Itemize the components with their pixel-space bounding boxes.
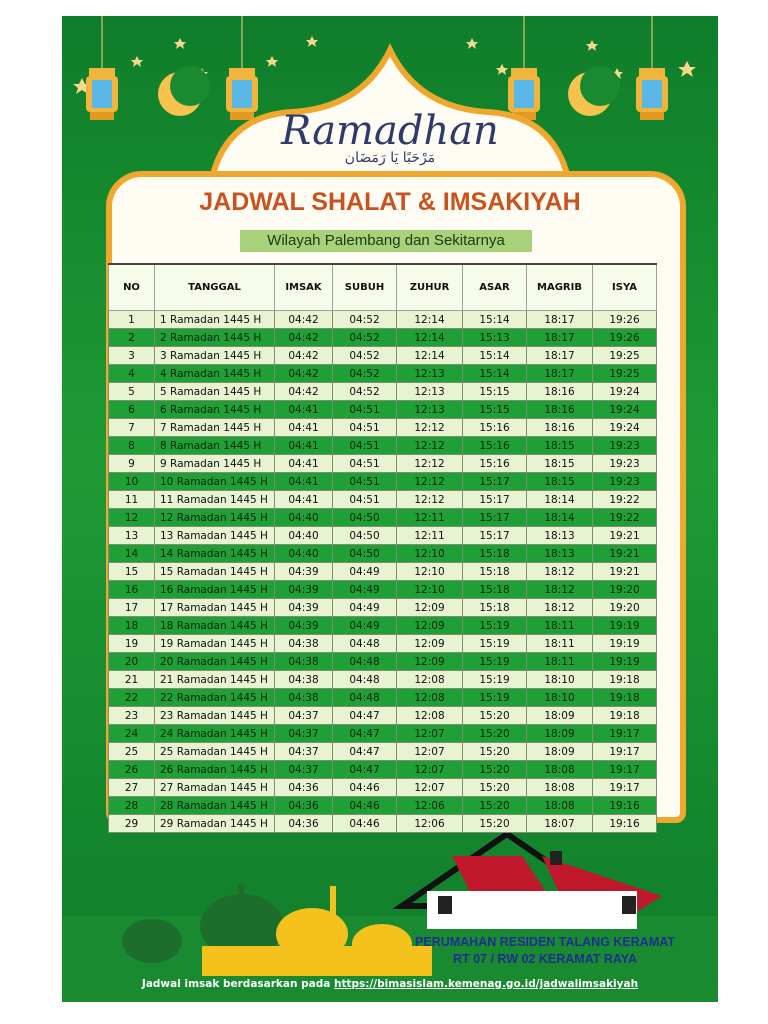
table-cell: 04:52 — [333, 311, 397, 329]
table-cell: 04:38 — [275, 671, 333, 689]
table-cell: 6 — [109, 401, 155, 419]
poster-background — [62, 16, 718, 1002]
source-link[interactable]: https://bimasislam.kemenag.go.id/jadwalimsakiyah — [333, 978, 639, 990]
table-cell: 12:06 — [397, 797, 463, 815]
table-cell: 25 — [109, 743, 155, 761]
table-cell: 12:08 — [397, 707, 463, 725]
table-cell: 04:41 — [275, 491, 333, 509]
table-cell: 28 Ramadan 1445 H — [155, 797, 275, 815]
table-cell: 18:11 — [527, 617, 593, 635]
table-cell: 04:47 — [333, 761, 397, 779]
table-row — [109, 779, 657, 797]
table-cell: 13 Ramadan 1445 H — [155, 527, 275, 545]
table-cell: 12:13 — [397, 401, 463, 419]
table-cell: 04:36 — [275, 815, 333, 833]
table-row — [109, 437, 657, 455]
table-cell: 11 Ramadan 1445 H — [155, 491, 275, 509]
table-cell: 8 — [109, 437, 155, 455]
table-cell: 19:20 — [593, 599, 657, 617]
table-cell: 19:23 — [593, 473, 657, 491]
table-cell: 18:17 — [527, 329, 593, 347]
table-cell: 04:36 — [275, 797, 333, 815]
table-cell: 15:14 — [463, 365, 527, 383]
table-cell: 04:37 — [275, 743, 333, 761]
table-cell: 18:08 — [527, 797, 593, 815]
table-row — [109, 689, 657, 707]
table-cell: 15:13 — [463, 329, 527, 347]
table-cell: 12:13 — [397, 383, 463, 401]
table-cell: 24 Ramadan 1445 H — [155, 725, 275, 743]
table-cell: 15:14 — [463, 347, 527, 365]
table-cell: 19:18 — [593, 671, 657, 689]
table-row — [109, 545, 657, 563]
table-cell: 15:19 — [463, 689, 527, 707]
table-cell: 04:51 — [333, 491, 397, 509]
table-cell: 18:08 — [527, 761, 593, 779]
table-cell: 15:16 — [463, 437, 527, 455]
table-cell: 04:41 — [275, 419, 333, 437]
table-cell: 15:19 — [463, 671, 527, 689]
table-cell: 1 — [109, 311, 155, 329]
ramadhan-logo — [62, 108, 718, 166]
table-cell: 04:49 — [333, 581, 397, 599]
table-row — [109, 761, 657, 779]
table-cell: 04:38 — [275, 635, 333, 653]
table-cell: 18:17 — [527, 311, 593, 329]
table-row — [109, 581, 657, 599]
table-cell: 18:09 — [527, 707, 593, 725]
table-row — [109, 491, 657, 509]
table-row — [109, 347, 657, 365]
table-cell: 12:12 — [397, 419, 463, 437]
table-cell: 19:24 — [593, 401, 657, 419]
table-cell: 19:26 — [593, 329, 657, 347]
table-cell: 04:42 — [275, 383, 333, 401]
table-cell: 18:11 — [527, 635, 593, 653]
table-row — [109, 329, 657, 347]
table-cell: 21 — [109, 671, 155, 689]
column-header: ASAR — [463, 264, 527, 311]
table-cell: 04:37 — [275, 761, 333, 779]
table-cell: 04:40 — [275, 527, 333, 545]
table-cell: 04:42 — [275, 347, 333, 365]
table-row — [109, 743, 657, 761]
table-cell: 04:46 — [333, 779, 397, 797]
table-cell: 12:12 — [397, 491, 463, 509]
table-cell: 19:25 — [593, 347, 657, 365]
table-cell: 18:09 — [527, 725, 593, 743]
table-cell: 04:36 — [275, 779, 333, 797]
table-cell: 24 — [109, 725, 155, 743]
table-cell: 13 — [109, 527, 155, 545]
table-cell: 14 Ramadan 1445 H — [155, 545, 275, 563]
table-cell: 04:39 — [275, 617, 333, 635]
table-cell: 15:15 — [463, 401, 527, 419]
table-body — [109, 311, 657, 833]
table-cell: 12:11 — [397, 527, 463, 545]
table-cell: 20 Ramadan 1445 H — [155, 653, 275, 671]
table-cell: 15:20 — [463, 815, 527, 833]
column-header: TANGGAL — [155, 264, 275, 311]
house-icon — [402, 834, 662, 929]
table-cell: 18:17 — [527, 347, 593, 365]
table-cell: 18:16 — [527, 383, 593, 401]
table-cell: 04:51 — [333, 437, 397, 455]
table-cell: 18:17 — [527, 365, 593, 383]
table-cell: 27 — [109, 779, 155, 797]
table-cell: 18:15 — [527, 473, 593, 491]
table-row — [109, 419, 657, 437]
table-cell: 15:20 — [463, 707, 527, 725]
region-subtitle: Wilayah Palembang dan Sekitarnya — [240, 230, 532, 252]
table-cell: 19:22 — [593, 509, 657, 527]
table-cell: 04:47 — [333, 725, 397, 743]
table-cell: 12:09 — [397, 653, 463, 671]
table-row — [109, 671, 657, 689]
table-cell: 15:18 — [463, 599, 527, 617]
table-cell: 19:21 — [593, 563, 657, 581]
table-cell: 19:19 — [593, 617, 657, 635]
table-cell: 04:39 — [275, 581, 333, 599]
table-cell: 5 Ramadan 1445 H — [155, 383, 275, 401]
table-cell: 4 Ramadan 1445 H — [155, 365, 275, 383]
table-cell: 16 — [109, 581, 155, 599]
table-row — [109, 509, 657, 527]
table-cell: 15:20 — [463, 725, 527, 743]
table-cell: 19:26 — [593, 311, 657, 329]
table-cell: 15:20 — [463, 797, 527, 815]
table-cell: 04:39 — [275, 563, 333, 581]
table-cell: 04:51 — [333, 473, 397, 491]
column-header: ZUHUR — [397, 264, 463, 311]
table-cell: 15 — [109, 563, 155, 581]
table-cell: 19:18 — [593, 707, 657, 725]
table-cell: 04:52 — [333, 365, 397, 383]
table-row — [109, 527, 657, 545]
table-cell: 19:16 — [593, 815, 657, 833]
table-cell: 12:09 — [397, 599, 463, 617]
table-row — [109, 599, 657, 617]
table-cell: 19:17 — [593, 761, 657, 779]
table-cell: 04:42 — [275, 311, 333, 329]
table-cell: 15:18 — [463, 581, 527, 599]
table-cell: 18:10 — [527, 671, 593, 689]
table-cell: 04:52 — [333, 329, 397, 347]
table-cell: 19:17 — [593, 779, 657, 797]
table-row — [109, 563, 657, 581]
table-cell: 04:41 — [275, 473, 333, 491]
table-cell: 18:13 — [527, 545, 593, 563]
table-cell: 04:49 — [333, 563, 397, 581]
table-row — [109, 617, 657, 635]
table-cell: 19:24 — [593, 383, 657, 401]
table-cell: 12 Ramadan 1445 H — [155, 509, 275, 527]
table-cell: 12:07 — [397, 761, 463, 779]
table-cell: 18:11 — [527, 653, 593, 671]
table-cell: 12:14 — [397, 347, 463, 365]
table-cell: 26 Ramadan 1445 H — [155, 761, 275, 779]
table-cell: 12:14 — [397, 329, 463, 347]
table-cell: 2 Ramadan 1445 H — [155, 329, 275, 347]
table-cell: 22 Ramadan 1445 H — [155, 689, 275, 707]
table-cell: 04:48 — [333, 635, 397, 653]
table-cell: 5 — [109, 383, 155, 401]
table-cell: 15:18 — [463, 545, 527, 563]
table-cell: 3 — [109, 347, 155, 365]
table-cell: 04:50 — [333, 509, 397, 527]
table-cell: 04:50 — [333, 545, 397, 563]
table-cell: 04:40 — [275, 509, 333, 527]
table-row — [109, 725, 657, 743]
table-cell: 18:08 — [527, 779, 593, 797]
page-title: JADWAL SHALAT & IMSAKIYAH — [199, 188, 581, 216]
table-cell: 04:37 — [275, 707, 333, 725]
table-cell: 12:07 — [397, 779, 463, 797]
logo-arabic: مَرْحَبًا يَا رَمَضَان — [344, 150, 436, 166]
logo-text: Ramadhan — [281, 108, 499, 154]
table-cell: 18:16 — [527, 401, 593, 419]
housing-address: RT 07 / RW 02 KERAMAT RAYA — [452, 952, 638, 966]
table-row — [109, 455, 657, 473]
table-cell: 04:52 — [333, 383, 397, 401]
table-cell: 15:17 — [463, 473, 527, 491]
table-cell: 04:51 — [333, 401, 397, 419]
table-cell: 6 Ramadan 1445 H — [155, 401, 275, 419]
table-cell: 12:12 — [397, 455, 463, 473]
table-cell: 15:20 — [463, 779, 527, 797]
table-cell: 18:12 — [527, 581, 593, 599]
table-cell: 04:50 — [333, 527, 397, 545]
table-cell: 29 Ramadan 1445 H — [155, 815, 275, 833]
table-cell: 19:17 — [593, 725, 657, 743]
table-cell: 12:12 — [397, 473, 463, 491]
table-cell: 04:38 — [275, 689, 333, 707]
prayer-schedule-table — [108, 263, 657, 833]
table-cell: 04:48 — [333, 689, 397, 707]
table-row — [109, 383, 657, 401]
table-cell: 15:19 — [463, 653, 527, 671]
table-cell: 15:14 — [463, 311, 527, 329]
column-header: NO — [109, 264, 155, 311]
table-cell: 18:09 — [527, 743, 593, 761]
table-row — [109, 707, 657, 725]
table-cell: 18 Ramadan 1445 H — [155, 617, 275, 635]
table-cell: 19:16 — [593, 797, 657, 815]
table-cell: 12:08 — [397, 689, 463, 707]
table-row — [109, 401, 657, 419]
table-cell: 18 — [109, 617, 155, 635]
column-header: SUBUH — [333, 264, 397, 311]
table-cell: 15:19 — [463, 617, 527, 635]
table-cell: 04:47 — [333, 743, 397, 761]
table-row — [109, 311, 657, 329]
table-cell: 04:48 — [333, 653, 397, 671]
table-cell: 7 Ramadan 1445 H — [155, 419, 275, 437]
table-cell: 19:21 — [593, 527, 657, 545]
table-cell: 18:16 — [527, 419, 593, 437]
table-cell: 21 Ramadan 1445 H — [155, 671, 275, 689]
table-cell: 12:14 — [397, 311, 463, 329]
table-cell: 04:46 — [333, 815, 397, 833]
table-cell: 12:07 — [397, 725, 463, 743]
table-cell: 1 Ramadan 1445 H — [155, 311, 275, 329]
table-cell: 14 — [109, 545, 155, 563]
table-cell: 18:12 — [527, 563, 593, 581]
table-cell: 15 Ramadan 1445 H — [155, 563, 275, 581]
table-cell: 16 Ramadan 1445 H — [155, 581, 275, 599]
table-cell: 12:11 — [397, 509, 463, 527]
table-cell: 19 — [109, 635, 155, 653]
table-cell: 04:46 — [333, 797, 397, 815]
table-cell: 19:19 — [593, 653, 657, 671]
table-header-row — [109, 264, 657, 311]
table-cell: 18:10 — [527, 689, 593, 707]
table-cell: 18:14 — [527, 509, 593, 527]
table-cell: 15:16 — [463, 455, 527, 473]
table-cell: 04:41 — [275, 455, 333, 473]
table-cell: 15:17 — [463, 491, 527, 509]
table-cell: 04:39 — [275, 599, 333, 617]
table-cell: 19:24 — [593, 419, 657, 437]
table-cell: 12 — [109, 509, 155, 527]
table-cell: 18:13 — [527, 527, 593, 545]
housing-name: PERUMAHAN RESIDEN TALANG KERAMAT — [415, 935, 675, 949]
table-cell: 04:51 — [333, 419, 397, 437]
table-cell: 04:42 — [275, 329, 333, 347]
table-cell: 19:23 — [593, 437, 657, 455]
table-cell: 15:15 — [463, 383, 527, 401]
table-cell: 12:12 — [397, 437, 463, 455]
table-cell: 04:47 — [333, 707, 397, 725]
table-cell: 12:10 — [397, 563, 463, 581]
table-cell: 15:18 — [463, 563, 527, 581]
table-cell: 18:07 — [527, 815, 593, 833]
table-cell: 23 Ramadan 1445 H — [155, 707, 275, 725]
table-cell: 12:09 — [397, 617, 463, 635]
table-cell: 10 — [109, 473, 155, 491]
table-cell: 15:17 — [463, 509, 527, 527]
table-cell: 20 — [109, 653, 155, 671]
table-cell: 04:37 — [275, 725, 333, 743]
source-note — [62, 978, 718, 990]
table-cell: 2 — [109, 329, 155, 347]
table-cell: 04:41 — [275, 437, 333, 455]
table-cell: 19:21 — [593, 545, 657, 563]
table-row — [109, 815, 657, 833]
table-cell: 15:19 — [463, 635, 527, 653]
table-cell: 19:23 — [593, 455, 657, 473]
table-cell: 04:49 — [333, 599, 397, 617]
table-cell: 19:18 — [593, 689, 657, 707]
table-cell: 19:19 — [593, 635, 657, 653]
table-cell: 18:12 — [527, 599, 593, 617]
table-cell: 15:16 — [463, 419, 527, 437]
table-cell: 11 — [109, 491, 155, 509]
table-cell: 22 — [109, 689, 155, 707]
table-cell: 9 — [109, 455, 155, 473]
table-cell: 12:09 — [397, 635, 463, 653]
table-cell: 19:22 — [593, 491, 657, 509]
table-cell: 04:40 — [275, 545, 333, 563]
table-cell: 18:15 — [527, 437, 593, 455]
table-cell: 18:15 — [527, 455, 593, 473]
housing-label — [410, 934, 680, 968]
table-cell: 19:17 — [593, 743, 657, 761]
table-cell: 12:07 — [397, 743, 463, 761]
table-cell: 12:06 — [397, 815, 463, 833]
source-prefix: Jadwal imsak berdasarkan pada — [141, 978, 334, 990]
table-cell: 04:52 — [333, 347, 397, 365]
table-row — [109, 635, 657, 653]
table-cell: 12:10 — [397, 545, 463, 563]
table-cell: 26 — [109, 761, 155, 779]
table-cell: 27 Ramadan 1445 H — [155, 779, 275, 797]
table-cell: 25 Ramadan 1445 H — [155, 743, 275, 761]
table-cell: 7 — [109, 419, 155, 437]
table-cell: 9 Ramadan 1445 H — [155, 455, 275, 473]
table-cell: 19:25 — [593, 365, 657, 383]
table-cell: 29 — [109, 815, 155, 833]
table-cell: 10 Ramadan 1445 H — [155, 473, 275, 491]
column-header: ISYA — [593, 264, 657, 311]
table-cell: 04:49 — [333, 617, 397, 635]
table-cell: 12:10 — [397, 581, 463, 599]
table-cell: 04:48 — [333, 671, 397, 689]
column-header: IMSAK — [275, 264, 333, 311]
table-cell: 15:20 — [463, 743, 527, 761]
table-row — [109, 653, 657, 671]
table-cell: 3 Ramadan 1445 H — [155, 347, 275, 365]
table-cell: 04:38 — [275, 653, 333, 671]
table-cell: 17 Ramadan 1445 H — [155, 599, 275, 617]
table-cell: 12:13 — [397, 365, 463, 383]
table-cell: 04:41 — [275, 401, 333, 419]
table-cell: 12:08 — [397, 671, 463, 689]
column-header: MAGRIB — [527, 264, 593, 311]
table-cell: 15:17 — [463, 527, 527, 545]
table-row — [109, 473, 657, 491]
table-cell: 18:14 — [527, 491, 593, 509]
table-cell: 19 Ramadan 1445 H — [155, 635, 275, 653]
table-cell: 15:20 — [463, 761, 527, 779]
table-cell: 04:51 — [333, 455, 397, 473]
table-cell: 17 — [109, 599, 155, 617]
table-cell: 28 — [109, 797, 155, 815]
table-cell: 23 — [109, 707, 155, 725]
table-cell: 4 — [109, 365, 155, 383]
table-cell: 04:42 — [275, 365, 333, 383]
table-cell: 8 Ramadan 1445 H — [155, 437, 275, 455]
table-row — [109, 365, 657, 383]
table-cell: 19:20 — [593, 581, 657, 599]
table-row — [109, 797, 657, 815]
